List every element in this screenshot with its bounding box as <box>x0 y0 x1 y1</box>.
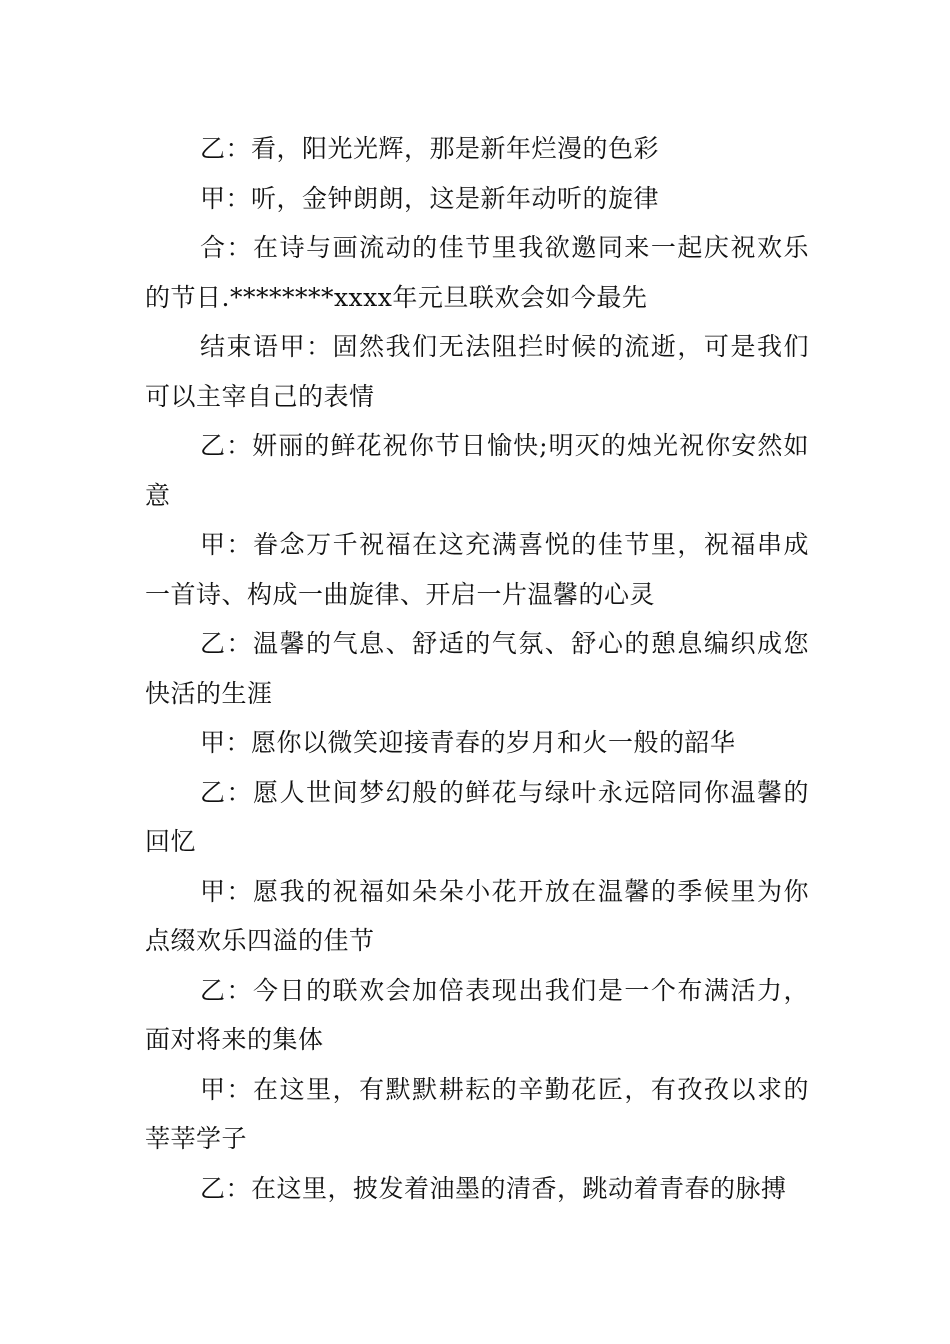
paragraph: 乙：温馨的气息、舒适的气氛、舒心的憩息编织成您快活的生涯 <box>145 629 809 708</box>
paragraph: 乙：在这里，披发着油墨的清香，跳动着青春的脉搏 <box>200 1173 787 1203</box>
paragraph: 合：在诗与画流动的佳节里我欲邀同来一起庆祝欢乐的节日.********xxxx年元旦联欢会如今最先 <box>145 233 809 312</box>
paragraph: 乙：愿人世间梦幻般的鲜花与绿叶永远陪同你温馨的回忆 <box>145 777 809 856</box>
paragraph: 甲：愿我的祝福如朵朵小花开放在温馨的季候里为你点缀欢乐四溢的佳节 <box>145 876 809 955</box>
paragraph: 结束语甲：固然我们无法阻拦时候的流逝，可是我们可以主宰自己的表情 <box>145 332 809 411</box>
paragraph: 甲：眷念万千祝福在这充满喜悦的佳节里，祝福串成一首诗、构成一曲旋律、开启一片温馨的心灵 <box>145 530 809 609</box>
document-body <box>145 124 809 1213</box>
paragraph: 甲：在这里，有默默耕耘的辛勤花匠，有孜孜以求的莘莘学子 <box>145 1074 809 1153</box>
paragraph: 甲：听，金钟朗朗，这是新年动听的旋律 <box>200 183 660 213</box>
paragraph: 乙：看，阳光光辉，那是新年烂漫的色彩 <box>200 134 660 163</box>
paragraph: 乙：妍丽的鲜花祝你节日愉快;明灭的烛光祝你安然如意 <box>145 431 809 510</box>
paragraph: 甲：愿你以微笑迎接青春的岁月和火一般的韶华 <box>200 728 736 757</box>
paragraph: 乙：今日的联欢会加倍表现出我们是一个布满活力，面对将来的集体 <box>145 975 809 1054</box>
